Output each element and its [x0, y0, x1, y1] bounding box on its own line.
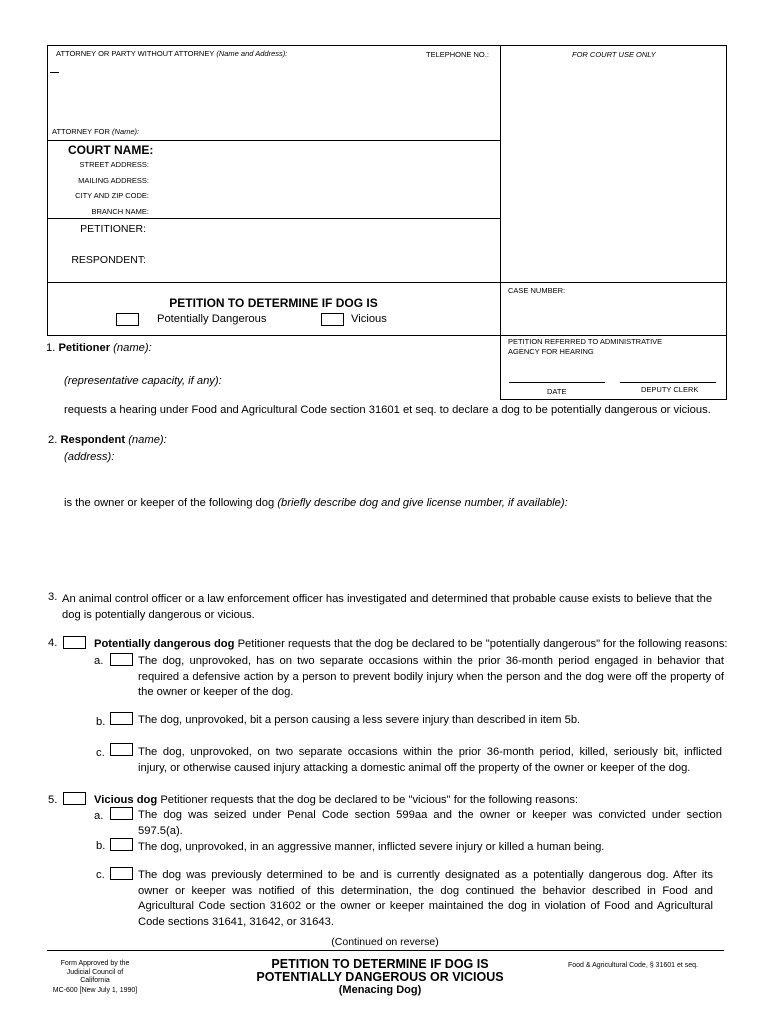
case-number-label: CASE NUMBER:	[508, 286, 566, 295]
deputy-clerk-line	[620, 382, 716, 383]
item2-owner-text: is the owner or keeper of the following dog (briefly describe dog and give license number, if available):	[64, 497, 568, 509]
item5b-text: The dog, unprovoked, in an aggressive manner, inflicted severe injury or killed a human being.	[138, 841, 605, 853]
continued-on-reverse: (Continued on reverse)	[331, 936, 439, 948]
petitioner-label: PETITIONER:	[80, 223, 146, 235]
date-label: DATE	[547, 387, 567, 396]
footer-rule	[47, 950, 724, 951]
item1-petitioner: 1. Petitioner (name):	[46, 342, 152, 354]
item5b-checkbox[interactable]	[110, 838, 133, 851]
item4b-letter: b.	[96, 716, 106, 728]
court-use-label: FOR COURT USE ONLY	[572, 50, 656, 59]
branch-name-label: BRANCH NAME:	[91, 207, 149, 216]
item5-number: 5.	[48, 794, 58, 806]
respondent-label: RESPONDENT:	[71, 254, 146, 266]
item5c-letter: c.	[96, 869, 105, 881]
item4-checkbox[interactable]	[63, 636, 86, 649]
item5-intro: Vicious dog Petitioner requests that the dog be declared to be "vicious" for the following reasons:	[94, 794, 579, 806]
vicious-label: Vicious	[351, 313, 387, 325]
item5-checkbox[interactable]	[63, 792, 86, 805]
telephone-label: TELEPHONE NO.:	[426, 50, 489, 59]
item5c-checkbox[interactable]	[110, 867, 133, 880]
form-approved-block: Form Approved by the Judicial Council of California MC-600 [New July 1, 1990]	[52, 960, 138, 994]
item5a-text: The dog was seized under Penal Code section 599aa and the owner or keeper was convicted under section 597.5(a).	[138, 809, 722, 837]
item2-address: (address):	[64, 451, 115, 463]
item2-respondent: 2. Respondent (name):	[48, 434, 167, 446]
date-line	[509, 382, 605, 383]
item1-rep-capacity: (representative capacity, if any):	[64, 375, 222, 387]
petition-title: PETITION TO DETERMINE IF DOG IS	[169, 296, 378, 310]
item5a-checkbox[interactable]	[110, 807, 133, 820]
item5c-text: The dog was previously determined to be and is currently designated as a potentially dangerous dog. After its owner or keeper was notified of this determination, the dog continued the behavior described in Food and Agricultural Code section 31602 or the owner or keeper maintained the dog in violation of Food and Agricultural Code sections 31641, 31642, or 31643.	[138, 869, 713, 928]
item5a-letter: a.	[94, 810, 104, 822]
attorney-label: ATTORNEY OR PARTY WITHOUT ATTORNEY (Name and Address):	[56, 49, 288, 58]
deputy-clerk-label: DEPUTY CLERK	[641, 385, 699, 394]
item4a-text: The dog, unprovoked, has on two separate occasions within the prior 36-month period engaged in behavior that required a defensive action by a person to prevent bodily injury when the person and the dog were off the property of the owner or keeper of the dog.	[138, 655, 724, 699]
city-zip-label: CITY AND ZIP CODE:	[75, 191, 149, 200]
item4a-letter: a.	[94, 655, 104, 667]
item4c-checkbox[interactable]	[110, 743, 133, 756]
item3-number: 3.	[48, 591, 58, 603]
mailing-address-label: MAILING ADDRESS:	[78, 176, 149, 185]
item4-number: 4.	[48, 637, 58, 649]
item4a-checkbox[interactable]	[110, 653, 133, 666]
item4c-letter: c.	[96, 747, 105, 759]
potentially-dangerous-label: Potentially Dangerous	[157, 313, 267, 325]
street-address-label: STREET ADDRESS:	[79, 160, 149, 169]
code-reference: Food & Agricultural Code, § 31601 et seq.	[568, 962, 698, 969]
item4c-text: The dog, unprovoked, on two separate occasions within the prior 36-month period, killed, seriously bit, inflicted injury, or otherwise caused injury attacking a domestic animal off the property of the owner or keeper of the dog.	[138, 746, 722, 774]
footer-title: PETITION TO DETERMINE IF DOG IS POTENTIALLY DANGEROUS OR VICIOUS (Menacing Dog)	[256, 957, 504, 996]
item4b-text: The dog, unprovoked, bit a person causing a less severe injury than described in item 5b.	[138, 714, 581, 726]
court-name-label: COURT NAME:	[68, 143, 154, 157]
referred-label: PETITION REFERRED TO ADMINISTRATIVE AGENCY FOR HEARING	[508, 337, 663, 356]
potentially-dangerous-checkbox[interactable]	[116, 313, 139, 326]
item4-intro: Potentially dangerous dog Petitioner requests that the dog be declared to be "potentially dangerous" for the following reasons:	[94, 638, 728, 650]
item5b-letter: b.	[96, 840, 106, 852]
vicious-checkbox[interactable]	[321, 313, 344, 326]
item4b-checkbox[interactable]	[110, 712, 133, 725]
item1-requests-text: requests a hearing under Food and Agricultural Code section 31601 et seq. to declare a dog to be potentially dangerous or vicious.	[64, 404, 711, 416]
item3-text: An animal control officer or a law enforcement officer has investigated and determined that probable cause exists to believe that the dog is potentially dangerous or vicious.	[62, 593, 713, 621]
attorney-for-label: ATTORNEY FOR (Name):	[52, 127, 140, 136]
